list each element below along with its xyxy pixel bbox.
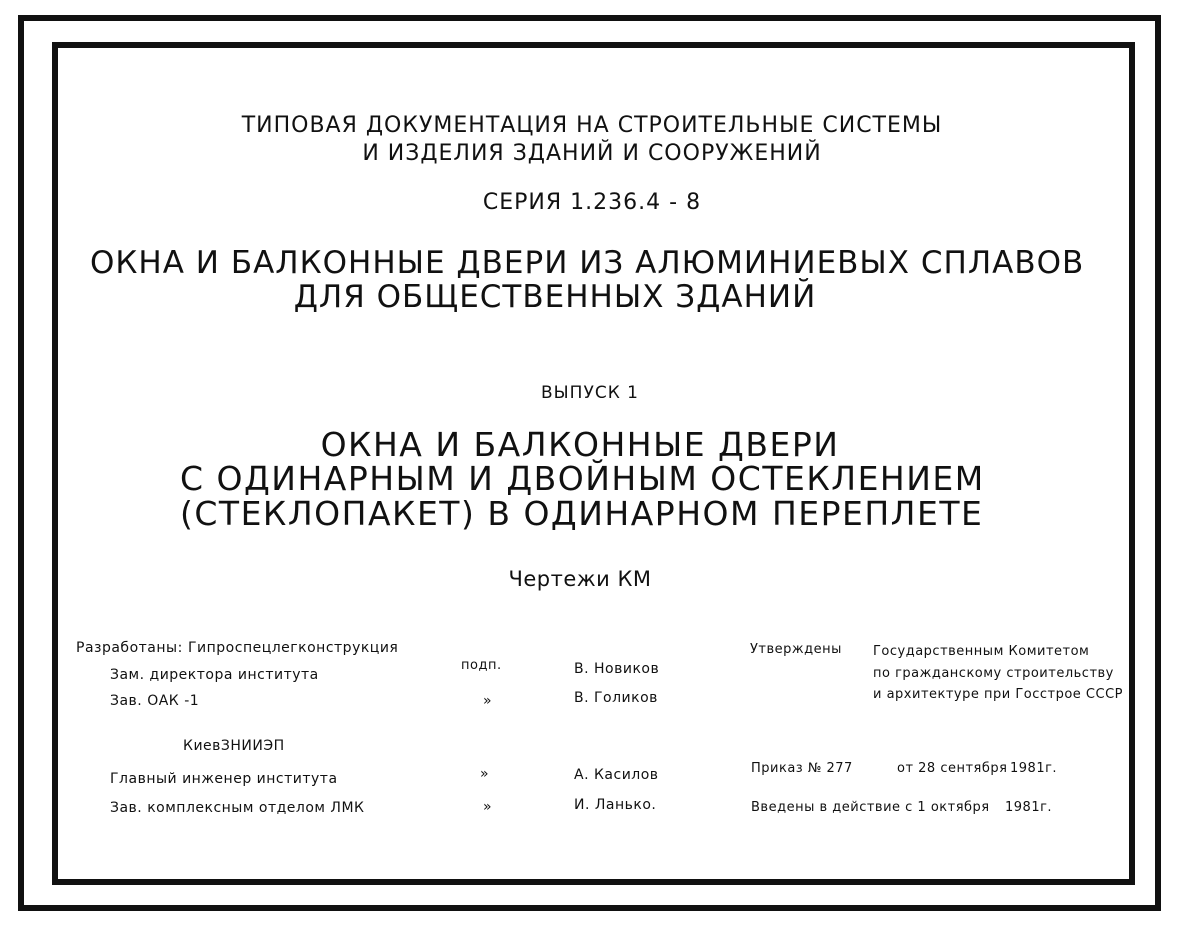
name-row-1: В. Новиков [574,661,660,677]
approved-line-2: по гражданскому строительству [873,666,1114,681]
series-number: СЕРИЯ 1.236.4 - 8 [482,190,702,215]
sign-row-4: » [483,799,493,815]
name-row-3: А. Касилов [574,767,659,783]
subtitle-line-3: (СТЕКЛОПАКЕТ) В ОДИНАРНОМ ПЕРЕПЛЕТЕ [180,494,984,533]
main-title-line-2: ДЛЯ ОБЩЕСТВЕННЫХ ЗДАНИЙ [293,279,817,315]
subtitle-line-2: С ОДИНАРНЫМ И ДВОЙНЫМ ОСТЕКЛЕНИЕМ [180,459,985,498]
subtitle-line-1: ОКНА И БАЛКОННЫЕ ДВЕРИ [320,425,840,464]
sign-row-2: » [483,693,493,709]
role-row-3: Главный инженер института [110,771,338,787]
approved-line-1: Государственным Комитетом [873,644,1090,659]
developer-org-2: КиевЗНИИЭП [183,738,285,754]
effective-year: 1981г. [1005,800,1053,815]
effective-date: Введены в действие с 1 октября [751,800,990,815]
role-row-1: Зам. директора института [110,667,319,683]
header-line-1: ТИПОВАЯ ДОКУМЕНТАЦИЯ НА СТРОИТЕЛЬНЫЕ СИСТЕМЫ [241,113,943,138]
role-row-2: Зав. ОАК -1 [110,693,200,709]
sign-row-3: » [480,766,490,782]
approved-label: Утверждены [750,642,842,657]
drawings-label: Чертежи КМ [508,567,652,591]
role-row-4: Зав. комплексным отделом ЛМК [110,800,365,816]
name-row-2: В. Голиков [574,690,658,706]
developed-label: Разработаны: [76,640,183,656]
order-date: от 28 сентября [897,761,1008,776]
main-title-line-1: ОКНА И БАЛКОННЫЕ ДВЕРИ ИЗ АЛЮМИНИЕВЫХ СПЛАВОВ [90,245,1085,281]
issue-number: ВЫПУСК 1 [541,383,639,403]
order-year: 1981г. [1010,761,1058,776]
order-number: Приказ № 277 [751,761,853,776]
developer-org-1: Гипроспецлегконструкция [188,640,399,656]
signature-header: подп. [461,658,502,673]
header-line-2: И ИЗДЕЛИЯ ЗДАНИЙ И СООРУЖЕНИЙ [362,141,822,166]
name-row-4: И. Ланько. [574,797,657,813]
approved-line-3: и архитектуре при Госстрое СССР [873,687,1124,702]
